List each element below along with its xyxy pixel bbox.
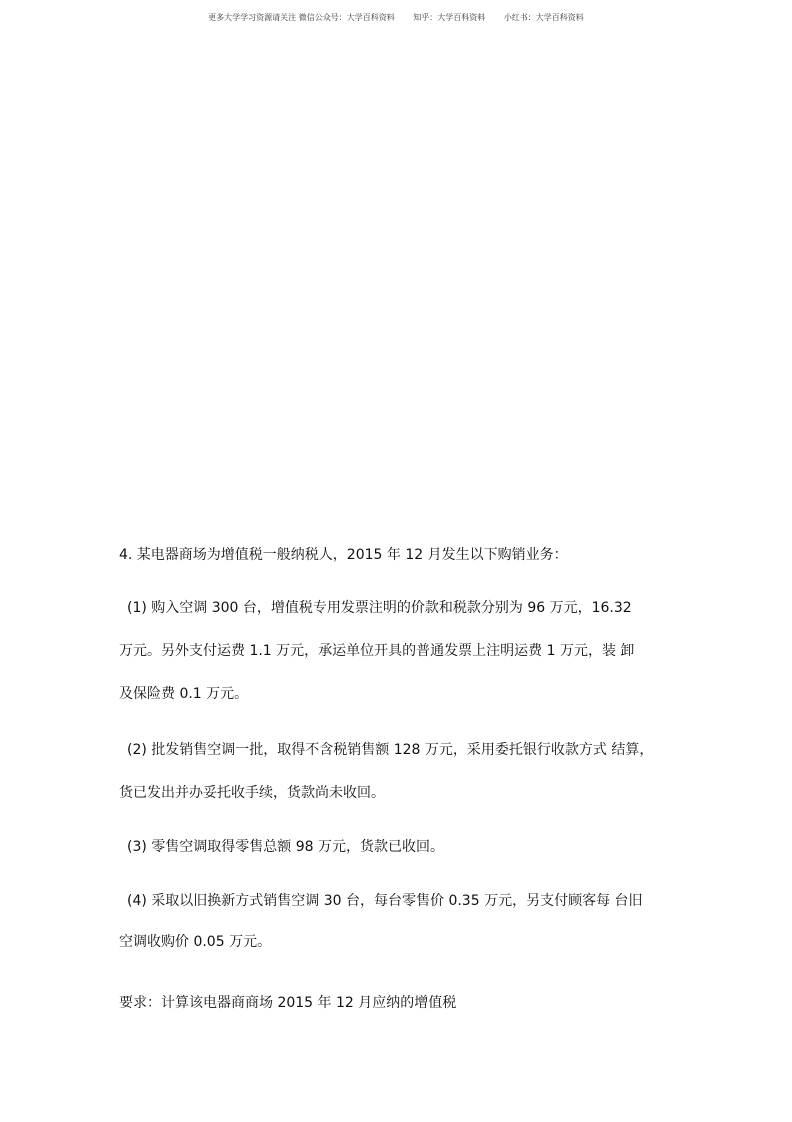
item1-line3: 及保险费 0.1 万元。 — [119, 686, 249, 702]
item4-line2: 空调收购价 0.05 万元。 — [119, 934, 272, 950]
header-wechat-note: 更多大学学习资源请关注 微信公众号：大学百科资料 — [208, 13, 395, 22]
item1-line1: (1) 购入空调 300 台，增值税专用发票注明的价款和税款分别为 96 万元，16.32 — [127, 600, 632, 616]
item2-line1: (2) 批发销售空调一批，取得不含税销售额 128 万元，采用委托银行收款方式 结算， — [127, 742, 654, 758]
item2-line2: 货已发出并办妥托收手续，货款尚未收回。 — [119, 785, 385, 801]
item1-line2: 万元。另外支付运费 1.1 万元，承运单位开具的普通发票上注明运费 1 万元，装 卸 — [119, 643, 635, 659]
requirement-text: 要求：计算该电器商商场 2015 年 12 月应纳的增值税 — [119, 995, 457, 1011]
page-header — [0, 12, 792, 23]
header-xiaohongshu-note: 小红书：大学百科资料 — [503, 13, 584, 22]
item3-line1: (3) 零售空调取得零售总额 98 万元，货款已收回。 — [127, 839, 444, 855]
header-zhihu-note: 知乎：大学百科资料 — [413, 13, 486, 22]
problem-intro: 4. 某电器商场为增值税一般纳税人，2015 年 12 月发生以下购销业务： — [119, 547, 568, 563]
item4-line1: (4) 采取以旧换新方式销售空调 30 台，每台零售价 0.35 万元，另支付顾客每 台旧 — [127, 893, 643, 909]
